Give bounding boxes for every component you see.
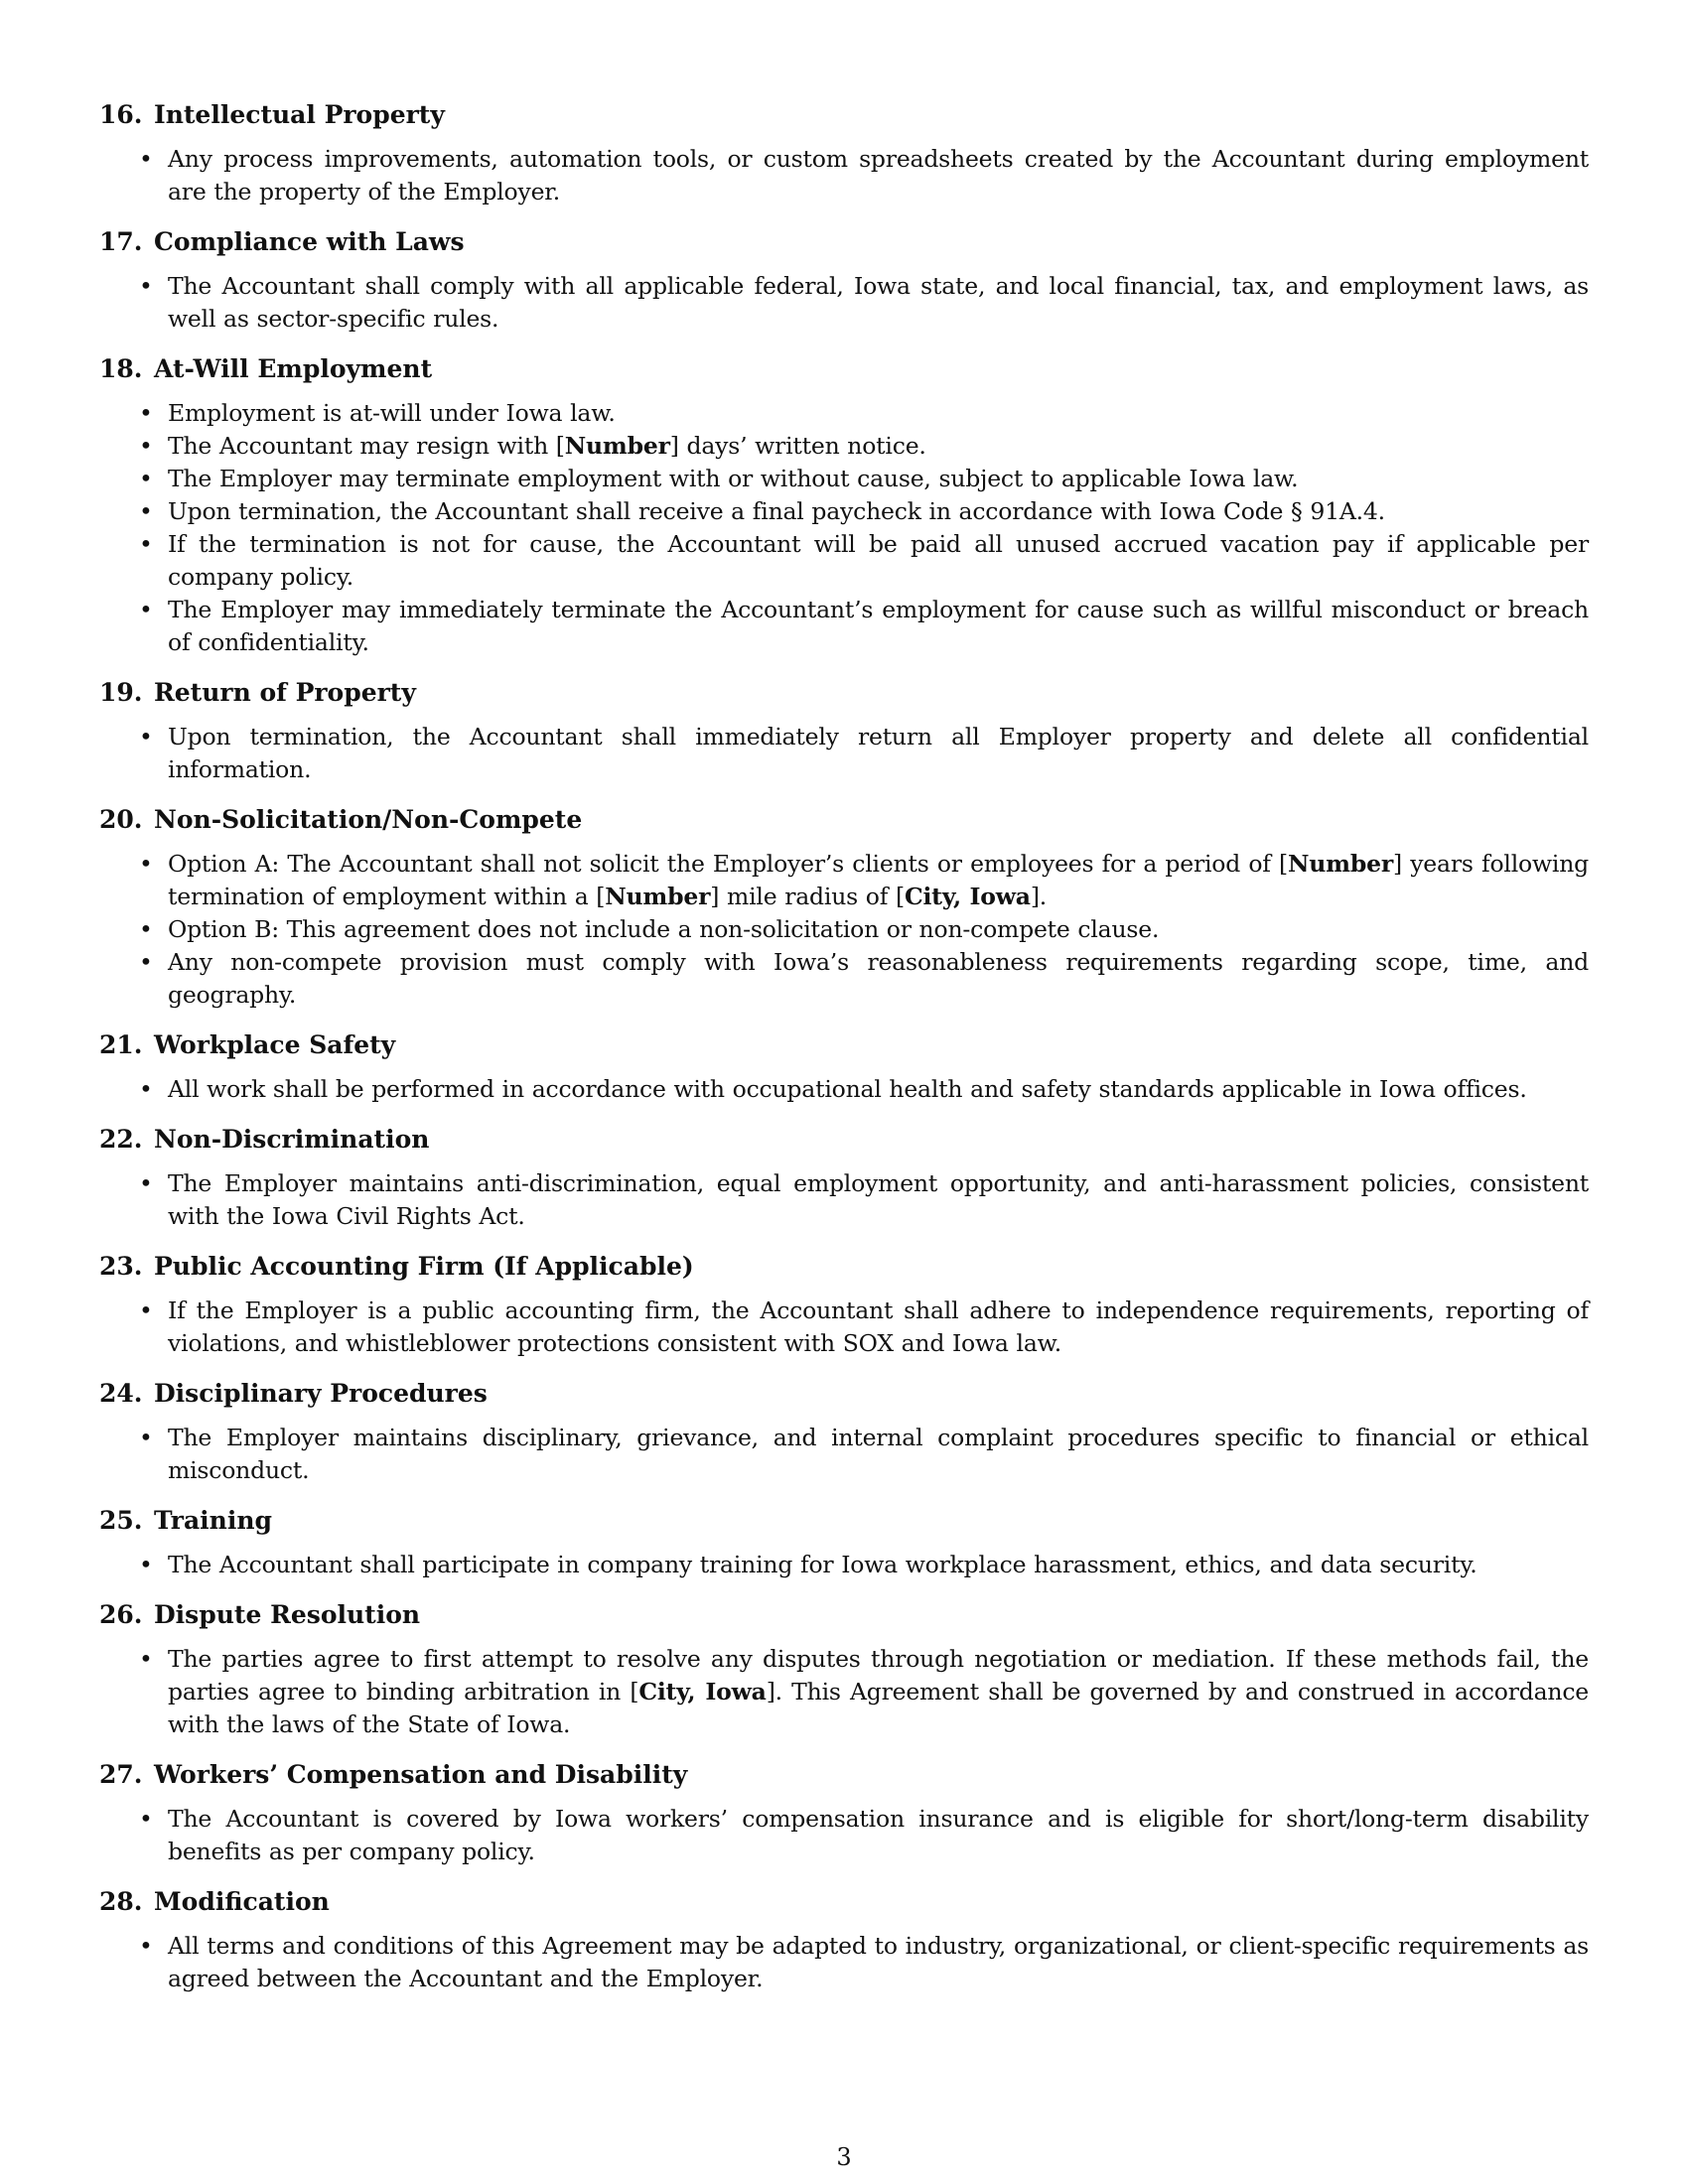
section-number: 17. [99,227,143,256]
section-number: 21. [99,1030,143,1059]
list-item [99,397,1589,430]
section-number: 18. [99,354,143,383]
section-number: 26. [99,1600,143,1629]
section-title: Public Accounting Firm (If Applicable) [154,1252,694,1281]
bullet-icon: • [139,1424,153,1451]
bullet-list [99,270,1589,336]
text-run: The Employer maintains disciplinary, grievance, and internal complaint procedures specific to financial or ethical misconduct. [168,1424,1589,1484]
section [99,803,1589,1012]
bullet-icon: • [139,1932,153,1960]
bullet-icon: • [139,1551,153,1578]
bullet-list [99,397,1589,659]
bullet-icon: • [139,596,153,623]
text-run: ] years following termination of employment within a [ [168,850,1589,910]
section-title: Compliance with Laws [154,227,465,256]
section-title: Intellectual Property [154,100,445,129]
bullet-icon: • [139,1645,153,1673]
section [99,1598,1589,1741]
bullet-list [99,1803,1589,1868]
section-heading [99,352,1589,385]
section-heading [99,1758,1589,1791]
bullet-list [99,143,1589,208]
bullet-icon: • [139,723,153,751]
bullet-icon: • [139,948,153,976]
list-item [99,1930,1589,1995]
placeholder-field: City, Iowa [904,883,1031,910]
list-item [99,1167,1589,1233]
section-number: 28. [99,1887,143,1916]
text-run: If the termination is not for cause, the Accountant will be paid all unused accrued vacation pay if applicable per company policy. [168,530,1589,591]
list-item [99,495,1589,528]
list-item [99,270,1589,336]
list-item [99,143,1589,208]
text-run: Option B: This agreement does not include a non-solicitation or non-compete clause. [168,915,1160,943]
section-heading [99,1250,1589,1283]
bullet-icon: • [139,465,153,492]
section [99,1885,1589,1995]
list-item [99,528,1589,594]
list-item [99,1643,1589,1741]
section-heading [99,1885,1589,1918]
section [99,225,1589,336]
section [99,1504,1589,1581]
section-heading [99,1504,1589,1537]
text-run: The Employer may immediately terminate the Accountant’s employment for cause such as willful misconduct or breach of confidentiality. [168,596,1589,656]
bullet-icon: • [139,432,153,460]
section-heading [99,803,1589,836]
text-run: The Accountant is covered by Iowa workers’ compensation insurance and is eligible for short/long-term disability benefits as per company policy. [168,1805,1589,1865]
document-body [99,98,1589,1995]
text-run: All terms and conditions of this Agreement may be adapted to industry, organizational, or client-specific requirements as agreed between the Accountant and the Employer. [168,1932,1589,1992]
list-item [99,463,1589,495]
bullet-list [99,848,1589,1012]
bullet-list [99,1930,1589,1995]
section [99,1028,1589,1106]
bullet-icon: • [139,850,153,878]
text-run: The Accountant shall comply with all applicable federal, Iowa state, and local financial, tax, and employment laws, as well as sector-specific rules. [168,272,1589,333]
list-item [99,913,1589,946]
section [99,676,1589,786]
text-run: Upon termination, the Accountant shall receive a final paycheck in accordance with Iowa Code § 91A.4. [168,497,1385,525]
section-heading [99,1598,1589,1631]
section-heading [99,1028,1589,1061]
section-heading [99,1377,1589,1410]
section-number: 19. [99,678,143,707]
text-run: Option A: The Accountant shall not solicit the Employer’s clients or employees for a period of [ [168,850,1288,878]
list-item [99,946,1589,1012]
list-item [99,594,1589,659]
list-item [99,848,1589,913]
section [99,98,1589,208]
bullet-icon: • [139,399,153,427]
section-title: Workers’ Compensation and Disability [154,1760,688,1789]
text-run: ]. This Agreement shall be governed by and construed in accordance with the laws of the State of Iowa. [168,1678,1590,1738]
section-heading [99,98,1589,131]
bullet-icon: • [139,145,153,173]
page-number: 3 [836,2143,852,2171]
section [99,1123,1589,1233]
list-item [99,1295,1589,1360]
bullet-icon: • [139,915,153,943]
bullet-icon: • [139,497,153,525]
bullet-list [99,1295,1589,1360]
text-run: ] mile radius of [ [710,883,905,910]
section-heading [99,1123,1589,1156]
text-run: If the Employer is a public accounting firm, the Accountant shall adhere to independence requirements, reporting of violations, and whistleblower protections consistent with SOX and Iowa law. [168,1297,1589,1357]
text-run: Any non-compete provision must comply with Iowa’s reasonableness requirements regarding scope, time, and geography. [168,948,1589,1009]
placeholder-field: Number [605,883,711,910]
text-run: Employment is at-will under Iowa law. [168,399,616,427]
section-heading [99,676,1589,709]
section-title: Disciplinary Procedures [154,1379,488,1408]
bullet-list [99,721,1589,786]
section-number: 27. [99,1760,143,1789]
section-title: Training [154,1506,272,1535]
placeholder-field: Number [1288,850,1393,878]
section-title: Non-Solicitation/Non-Compete [154,805,583,834]
section-title: Modification [154,1887,330,1916]
section-heading [99,225,1589,258]
section-number: 23. [99,1252,143,1281]
bullet-list [99,1643,1589,1741]
bullet-list [99,1549,1589,1581]
section-number: 24. [99,1379,143,1408]
bullet-list [99,1167,1589,1233]
section [99,1758,1589,1868]
section-title: Dispute Resolution [154,1600,421,1629]
text-run: All work shall be performed in accordance with occupational health and safety standards applicable in Iowa offices. [168,1075,1527,1103]
text-run: The Employer may terminate employment with or without cause, subject to applicable Iowa law. [168,465,1299,492]
text-run: The Accountant shall participate in company training for Iowa workplace harassment, ethics, and data security. [168,1551,1477,1578]
bullet-icon: • [139,530,153,558]
bullet-icon: • [139,1297,153,1324]
bullet-icon: • [139,1805,153,1833]
section [99,352,1589,659]
text-run: Any process improvements, automation tools, or custom spreadsheets created by the Accountant during employment are the property of the Employer. [168,145,1589,205]
text-run: ]. [1030,883,1048,910]
list-item [99,1073,1589,1106]
list-item [99,721,1589,786]
bullet-icon: • [139,1075,153,1103]
section-title: At-Will Employment [154,354,433,383]
placeholder-field: Number [564,432,670,460]
section-number: 16. [99,100,143,129]
list-item [99,1549,1589,1581]
placeholder-field: City, Iowa [638,1678,767,1706]
text-run: Upon termination, the Accountant shall immediately return all Employer property and delete all confidential information. [168,723,1589,783]
bullet-list [99,1073,1589,1106]
text-run: The parties agree to first attempt to resolve any disputes through negotiation or mediation. If these methods fail, the parties agree to binding arbitration in [ [168,1645,1589,1706]
bullet-icon: • [139,272,153,300]
text-run: The Employer maintains anti-discrimination, equal employment opportunity, and anti-harassment policies, consistent with the Iowa Civil Rights Act. [168,1169,1589,1230]
section-title: Workplace Safety [154,1030,396,1059]
bullet-list [99,1422,1589,1487]
section-number: 25. [99,1506,143,1535]
list-item [99,430,1589,463]
list-item [99,1422,1589,1487]
bullet-icon: • [139,1169,153,1197]
section-number: 20. [99,805,143,834]
section-number: 22. [99,1125,143,1154]
section-title: Return of Property [154,678,416,707]
section [99,1377,1589,1487]
list-item [99,1803,1589,1868]
text-run: ] days’ written notice. [669,432,926,460]
text-run: The Accountant may resign with [ [168,432,565,460]
section [99,1250,1589,1360]
section-title: Non-Discrimination [154,1125,430,1154]
